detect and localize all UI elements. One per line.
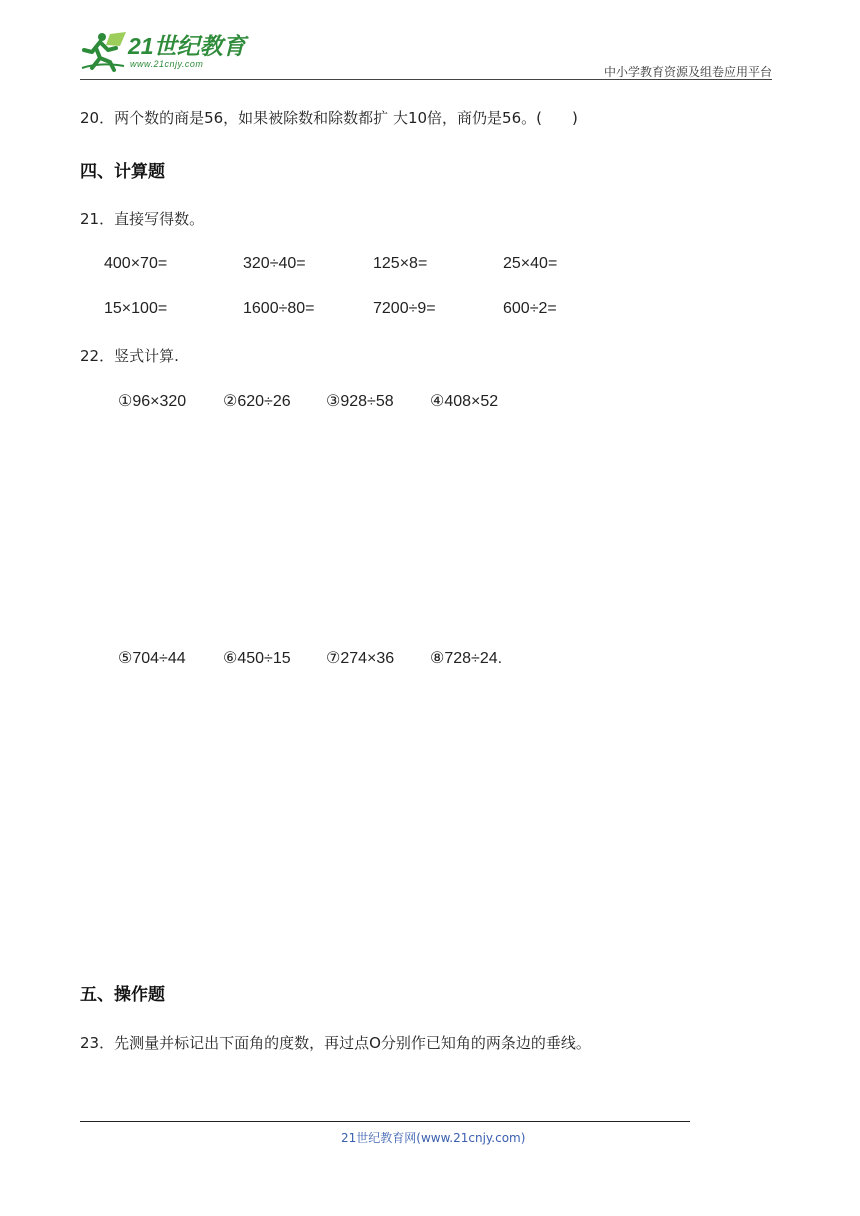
mental-calc-item: 320÷40= [243, 255, 306, 272]
question-20: 20．两个数的商是56，如果被除数和除数都扩 大10倍，商仍是56。( ) [80, 109, 578, 127]
mental-calc-item: 125×8= [373, 255, 428, 272]
mental-calc-item: 15×100= [104, 300, 168, 317]
header-divider [80, 79, 772, 80]
runner-logo-icon [80, 28, 130, 74]
mental-calc-item: 400×70= [104, 255, 168, 272]
section-calculation-title: 四、计算题 [80, 162, 165, 182]
logo-url: www.21cnjy.com [130, 59, 204, 69]
logo-text: 21世纪教育 [128, 33, 246, 59]
question-21: 21．直接写得数。 [80, 210, 205, 228]
vertical-calc-item: ④408×52 [430, 393, 499, 410]
vertical-calc-item: ①96×320 [118, 393, 187, 410]
mental-calc-item: 25×40= [503, 255, 558, 272]
platform-name: 中小学教育资源及组卷应用平台 [603, 65, 772, 79]
vertical-calc-item: ⑤704÷44 [118, 650, 186, 667]
vertical-calc-item: ⑥450÷15 [223, 650, 291, 667]
question-23: 23．先测量并标记出下面角的度数，再过点O分别作已知角的两条边的垂线。 [80, 1034, 591, 1052]
footer-link[interactable]: 21世纪教育网(www.21cnjy.com) [341, 1131, 526, 1145]
mental-calc-item: 600÷2= [503, 300, 557, 317]
vertical-calc-item: ③928÷58 [326, 393, 394, 410]
question-22: 22．竖式计算. [80, 347, 179, 365]
footer-divider [80, 1121, 690, 1122]
mental-calc-item: 1600÷80= [243, 300, 315, 317]
site-logo [80, 28, 255, 76]
vertical-calc-item: ②620÷26 [223, 393, 291, 410]
section-operation-title: 五、操作题 [80, 985, 165, 1005]
vertical-calc-item: ⑦274×36 [326, 650, 395, 667]
vertical-calc-item: ⑧728÷24. [430, 650, 503, 667]
mental-calc-item: 7200÷9= [373, 300, 436, 317]
